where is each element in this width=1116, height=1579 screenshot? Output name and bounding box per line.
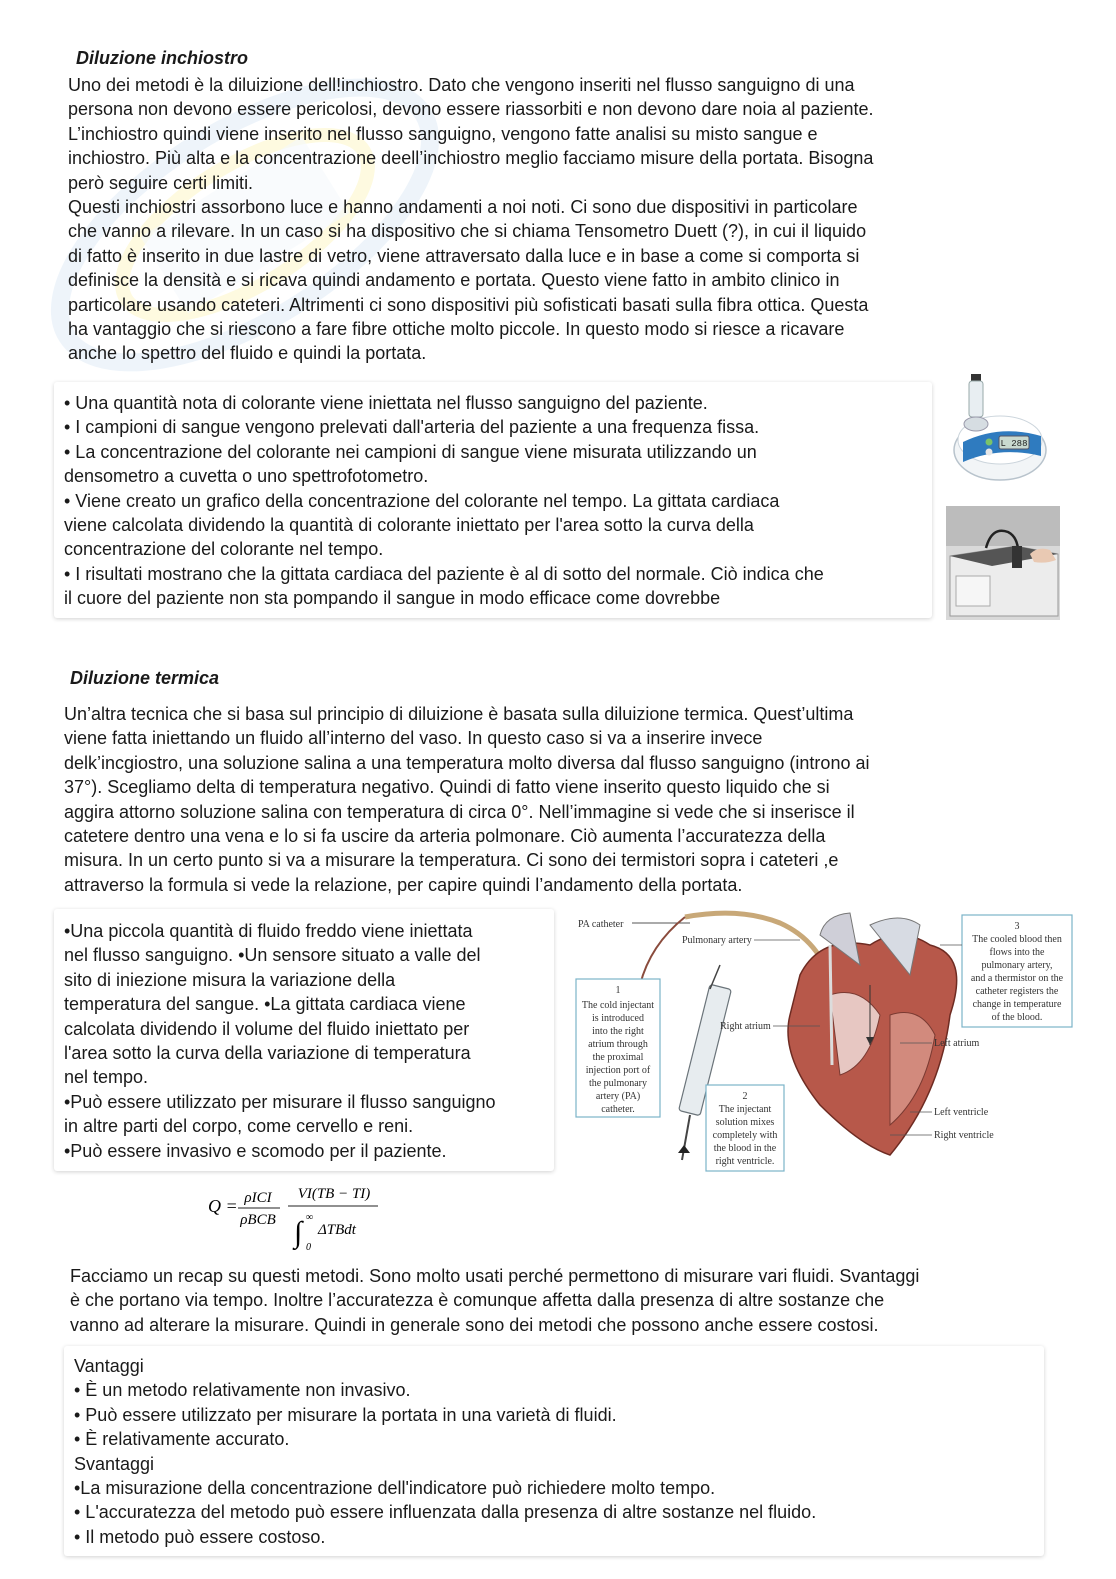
list-item: • Il metodo può essere costoso. [74, 1526, 326, 1547]
thermal-bullet-list [64, 919, 554, 1163]
list-item: • Una quantità nota di colorante viene iniettata nel flusso sanguigno del paziente. [64, 393, 708, 413]
list-item: il cuore del paziente non sta pompando il sangue in modo efficace come dovrebbe [64, 588, 721, 609]
callout-2-line: completely with [712, 1130, 778, 1141]
callout-1-line: the proximal [592, 1052, 644, 1063]
thermal-line: aggira attorno soluzione salina con temperatura di circa 0°. Nell’immagine si vede che si inserisce il [64, 801, 855, 822]
callout-3-line: and a thermistor on the [970, 973, 1064, 984]
integral-sign: ∫ [294, 1216, 303, 1249]
ink-line: Uno dei metodi è la diluizione dell!inchiostro. Dato che vengono inseriti nel flusso sanguigno di una [68, 75, 855, 95]
thermal-line: 37°). Scegliamo delta di temperatura negativo. Quindi di fatto viene inserito questo liquido che si [64, 777, 830, 798]
thermodilution-formula [206, 1178, 396, 1254]
list-item: viene calcolata dividendo la quantità di colorante iniettato per l'area sotto la curva della [64, 515, 754, 536]
formula-integrand: ΔTBdt [318, 1222, 356, 1238]
ink-line: di fatto è inserito in due lastre di vetro, viene attraversato dalla luce e in base a come si comporta si [68, 245, 860, 266]
ink-line: che vanno a rilevare. In un caso si ha dispositivo che si chiama Tensometro Duett (?), in cui il liquido [68, 221, 867, 242]
pa-catheter-heart-figure [570, 905, 1090, 1175]
device-display-readout: L 288 [1000, 439, 1028, 449]
ink-line: particolare usando cateteri. Altrimenti ci sono dispositivi più sofisticati basati sulla fibra ottica. Questa [68, 294, 869, 315]
formula-int-sup: ∞ [306, 1212, 314, 1223]
label-pulmonary-artery: Pulmonary artery [682, 935, 752, 946]
callout-1-line: is introduced [592, 1013, 644, 1024]
list-item: • È un metodo relativamente non invasivo. [74, 1380, 411, 1401]
ink-line: definisce la densità e si ricava quindi andamento e portata. Questo viene fatto in ambito clinico in [68, 270, 840, 291]
recap-paragraph [70, 1264, 1110, 1337]
ink-line: persona non devono essere pericolosi, devono essere riassorbiti e non devono dare noia al paziente. [68, 99, 874, 120]
section-title-thermal: Diluzione termica [70, 668, 220, 688]
densitometer-device-image [945, 372, 1060, 484]
callout-3-line: change in temperature [972, 999, 1062, 1010]
callout-2-line: right ventricle. [715, 1156, 775, 1167]
recap-line: vanno ad alterare la misurare. Quindi in generale sono dei metodi che possono anche essere costosi. [70, 1314, 879, 1335]
callout-1-line: The cold injectant [581, 1000, 655, 1011]
spectrophotometer-device-image [946, 506, 1060, 620]
label-left-ventricle: Left ventricle [934, 1107, 989, 1118]
list-item: •Una piccola quantità di fluido freddo viene iniettata [64, 921, 473, 941]
callout-2-line: solution mixes [715, 1117, 775, 1128]
formula-int-sub: 0 [306, 1242, 311, 1253]
callout-2-line: the blood in the [713, 1143, 777, 1154]
list-item: calcolata dividendo il volume del fluido iniettato per [64, 1018, 470, 1039]
callout-1-line: catheter. [601, 1104, 635, 1115]
list-item: nel tempo. [64, 1067, 149, 1088]
pros-cons-list [74, 1354, 1034, 1549]
list-item: • Viene creato un grafico della concentrazione del colorante nel tempo. La gittata cardiaca [64, 490, 780, 511]
recap-line: è che portano via tempo. Inoltre l’accuratezza è comunque affetta dalla presenza di altre sostanze che [70, 1290, 885, 1311]
callout-2-line: The injectant [718, 1104, 772, 1115]
list-item: • L'accuratezza del metodo può essere influenzata dalla presenza di altre sostanze nel fluido. [74, 1502, 817, 1523]
thermal-line: misura. In un certo punto si va a misurare la temperatura. Ci sono dei termistori sopra i cateteri ,e [64, 850, 839, 871]
ink-line: anche lo spettro del fluido e quindi la portata. [68, 343, 427, 364]
recap-line: Facciamo un recap su questi metodi. Sono molto usati perché permettono di misurare vari fluidi. Svantaggi [70, 1266, 920, 1286]
callout-3-line: The cooled blood then [972, 934, 1062, 945]
thermal-line: Un’altra tecnica che si basa sul principio di diluizione è basata sulla diluizione termica. Quest’ultima [64, 704, 854, 724]
callout-1-line: the pulmonary [588, 1078, 648, 1089]
list-item: • Può essere utilizzato per misurare la portata in una varietà di fluidi. [74, 1404, 617, 1425]
ink-line: ha vantaggio che si riescono a fare fibre ottiche molto piccole. In questo modo si riesce a ricavare [68, 319, 845, 340]
callout-3-line: flows into the [989, 947, 1045, 958]
callout-3-line: of the blood. [991, 1012, 1043, 1023]
pros-heading: Vantaggi [74, 1356, 144, 1376]
list-item: • I risultati mostrano che la gittata cardiaca del paziente è al di sotto del normale. Ciò indica che [64, 563, 824, 584]
section-title-ink: Diluzione inchiostro [76, 48, 249, 68]
list-item: densometro a cuvetta o uno spettrofotometro. [64, 466, 429, 487]
callout-1-line: atrium through [588, 1039, 648, 1050]
list-item: nel flusso sanguigno. •Un sensore situato a valle del [64, 945, 481, 966]
thermal-line: delk’incgiostro, una soluzione salina a una temperatura molto diversa dal flusso sanguigno (introno ai [64, 752, 870, 773]
list-item: concentrazione del colorante nel tempo. [64, 539, 384, 560]
callout-1-line: into the right [592, 1026, 644, 1037]
ink-line: L’inchiostro quindi viene inserito nel flusso sanguigno, vengono fatte analisi su misto sangue e [68, 123, 818, 144]
callout-3-line: catheter registers the [975, 986, 1059, 997]
ink-bullet-list [64, 391, 934, 611]
formula-frac-num: VI(TB − TI) [297, 1186, 371, 1202]
list-item: sito di iniezione misura la variazione della [64, 969, 396, 990]
list-item: • La concentrazione del colorante nei campioni di sangue viene misurata utilizzando un [64, 441, 757, 462]
list-item: • È relativamente accurato. [74, 1429, 290, 1450]
callout-3-line: pulmonary artery, [981, 960, 1053, 971]
label-left-atrium: Left atrium [934, 1038, 980, 1049]
list-item: • I campioni di sangue vengono prelevati dall'arteria del paziente a una frequenza fissa. [64, 417, 760, 438]
callout-1-line: injection port of [585, 1065, 651, 1076]
callout-2-number: 2 [742, 1091, 748, 1102]
formula-coef-num: ρICI [244, 1190, 272, 1206]
callout-1-line: artery (PA) [595, 1091, 641, 1102]
list-item: •Può essere utilizzato per misurare il flusso sanguigno [64, 1091, 496, 1112]
list-item: •Può essere invasivo e scomodo per il paziente. [64, 1140, 447, 1161]
callout-3-number: 3 [1014, 921, 1020, 932]
list-item: temperatura del sangue. •La gittata cardiaca viene [64, 994, 466, 1015]
list-item: in altre parti del corpo, come cervello e reni. [64, 1116, 414, 1137]
ink-paragraph [68, 73, 1068, 366]
thermal-paragraph [64, 702, 1094, 897]
label-pa-catheter: PA catheter [578, 919, 624, 930]
label-right-ventricle: Right ventricle [934, 1130, 994, 1141]
thermal-line: catetere dentro una vena e lo si fa uscire da arteria polmonare. Ciò aumenta l’accuratezza della [64, 826, 826, 847]
thermal-line: viene fatta iniettando un fluido all’interno del vaso. In questo caso si va a inserire invece [64, 728, 763, 749]
formula-coef-den: ρBCB [240, 1212, 276, 1228]
ink-line: però seguire certi limiti. [68, 172, 254, 193]
list-item: l'area sotto la curva della variazione di temperatura [64, 1043, 471, 1064]
thermal-line: attraverso la formula si vede la relazione, per capire quindi l’andamento della portata. [64, 874, 743, 895]
cons-heading: Svantaggi [74, 1453, 155, 1474]
formula-lhs: Q = [208, 1196, 238, 1216]
ink-line: inchiostro. Più alta e la concentrazione deell’inchiostro meglio facciamo misure della portata. Bisogna [68, 148, 874, 169]
callout-1-number: 1 [615, 985, 621, 996]
ink-line: Questi inchiostri assorbono luce e hanno andamenti a noi noti. Ci sono due dispositivi in particolare [68, 197, 858, 218]
label-right-atrium: Right atrium [720, 1021, 771, 1032]
list-item: •La misurazione della concentrazione dell'indicatore può richiedere molto tempo. [74, 1478, 716, 1499]
